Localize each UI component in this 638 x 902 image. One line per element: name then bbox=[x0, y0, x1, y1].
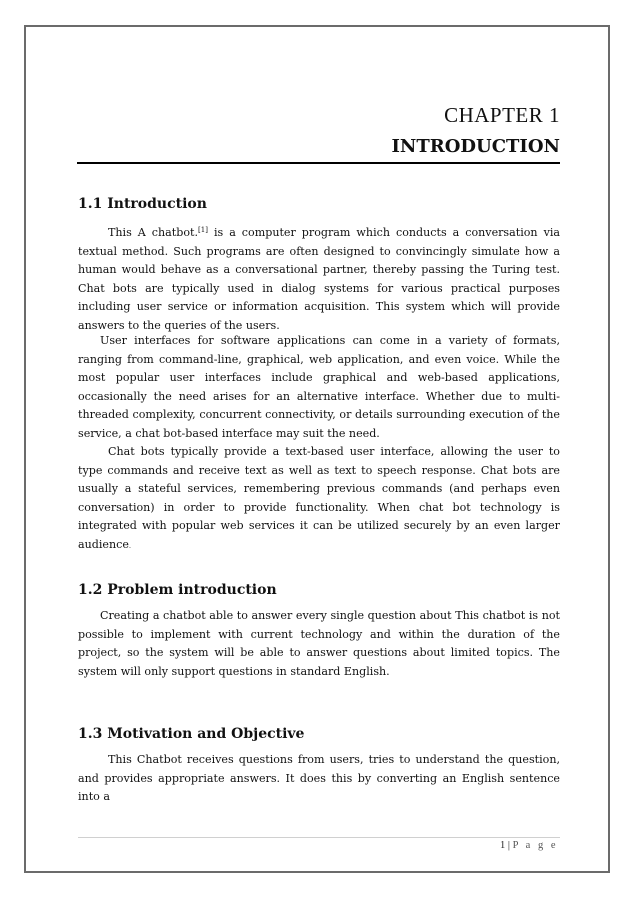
section-heading-problem: 1.2 Problem introduction bbox=[78, 582, 277, 598]
intro-paragraph-3-end: . bbox=[128, 541, 132, 550]
section-heading-motivation: 1.3 Motivation and Objective bbox=[78, 726, 305, 742]
footer-divider bbox=[78, 837, 560, 838]
citation-marker: [1] bbox=[198, 226, 208, 234]
page-number: 1 bbox=[499, 840, 506, 851]
page-footer bbox=[500, 840, 558, 851]
chapter-title: INTRODUCTION bbox=[391, 136, 560, 157]
problem-paragraph: Creating a chatbot able to answer every single question about This chatbot is not possible to implement with current technology and within the duration of the project, so the system will be able to answer questions about limited topics. The system will only support questions in standard English. bbox=[78, 609, 560, 678]
section-heading-introduction: 1.1 Introduction bbox=[78, 196, 207, 212]
intro-paragraph-3-text: Chat bots typically provide a text-based user interface, allowing the user to type commands and receive text as well as text to speech response. Chat bots are usually a stateful services, remembering previous commands (and perhaps even conversation) in order to provide functionality. When chat bot technology is integrated with popular web services it can be utilized securely by an even larger audience bbox=[78, 445, 560, 551]
motivation-paragraph: This Chatbot receives questions from users, tries to understand the question, and provides appropriate answers. It does this by converting an English sentence into a bbox=[78, 753, 560, 804]
page-word: P a g e bbox=[512, 840, 558, 851]
chapter-label: CHAPTER 1 bbox=[444, 103, 560, 127]
intro-paragraph-1 bbox=[78, 221, 560, 336]
intro-paragraph-2: User interfaces for software applications can come in a variety of formats, ranging from command-line, graphical, web application, and even voice. While the most popular user interfaces include graphical and web-based applications, occasionally the need arises for an alternative interface. Whether due to multi-threaded complexity, concurrent connectivity, or details surrounding execution of the service, a chat bot-based interface may suit the need. bbox=[78, 334, 560, 440]
intro-paragraph-3 bbox=[78, 443, 560, 556]
intro-paragraph-1-start: This A chatbot. bbox=[108, 226, 199, 239]
footer-separator: | bbox=[507, 840, 510, 851]
intro-paragraph-1-rest: is a computer program which conducts a conversation via textual method. Such programs are often designed to convincingly simulate how a human would behave as a conversational partner, thereby passing the Turing test. Chat bots are typically used in dialog systems for various practical purposes including user service or information acquisition. This system which will provide answers to the queries of the users. bbox=[78, 226, 561, 332]
title-divider bbox=[77, 162, 560, 164]
